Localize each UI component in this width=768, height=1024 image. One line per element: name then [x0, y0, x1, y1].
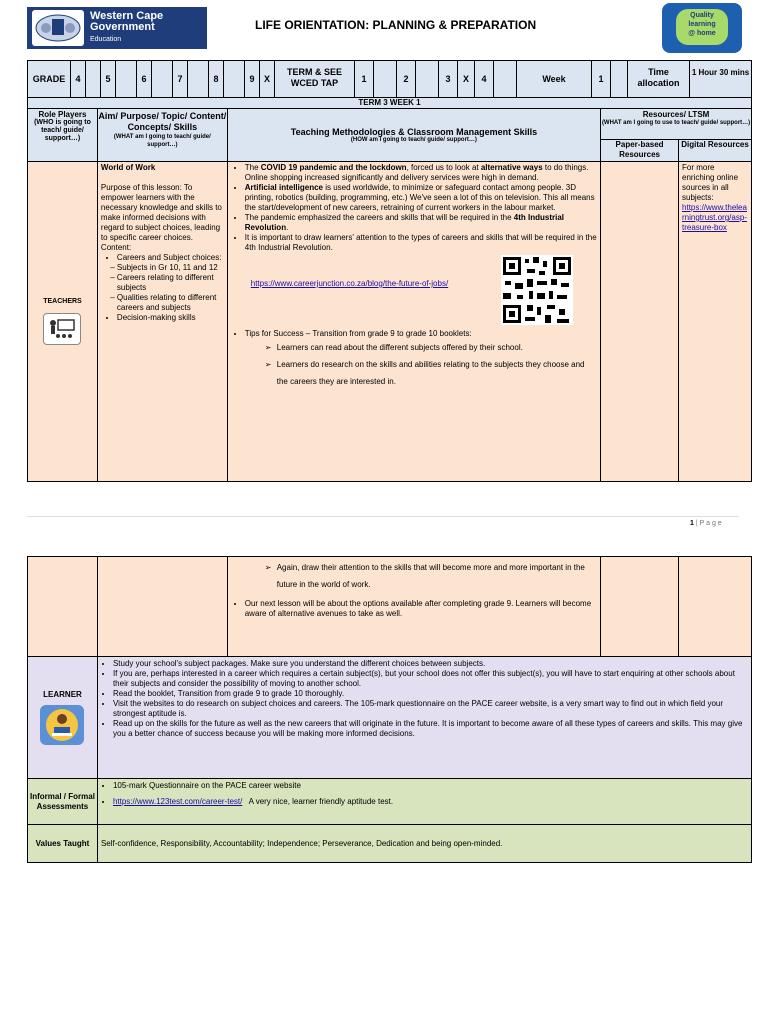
- learningtrust-link[interactable]: https://www.thelearningtrust.org/asp-treasure-box: [682, 203, 747, 232]
- method-cell: [227, 162, 600, 482]
- week-blank: [611, 61, 628, 97]
- grade-label: GRADE: [28, 61, 71, 97]
- time-value: 1 Hour 30 mins: [691, 68, 750, 77]
- coat-of-arms-icon: [32, 10, 84, 46]
- content-item: • Careers and Subject choices:: [117, 253, 224, 263]
- badge-line1: Quality: [690, 12, 714, 19]
- again-item: ➢ Again, draw their attention to the skills that will become more and more important in the future in the world of work.: [265, 559, 598, 593]
- method-header-sub: (HOW am I going to teach/ guide/ support…): [350, 137, 477, 143]
- term-blank: [416, 61, 439, 97]
- careerjunction-link[interactable]: https://www.careerjunction.co.za/blog/the-future-of-jobs/: [250, 279, 449, 288]
- digital-cell: [679, 162, 752, 482]
- learner-item: • Study your school's subject packages. Make sure you understand the different choices between subjects.: [113, 659, 748, 669]
- grade-6: 6: [137, 61, 152, 97]
- plan-table-page2: [27, 556, 752, 863]
- resources-header: [601, 109, 752, 140]
- values-text: Self-confidence, Responsibility, Accountability; Independence; Perseverance, Dedication and being open-minded.: [97, 825, 751, 863]
- term-4: 4: [475, 61, 494, 97]
- qr-code-icon: [501, 255, 573, 325]
- aim-cont: [97, 557, 227, 657]
- ai-bullet: • Artificial intelligence is used worldwide, to minimize or safeguard contact among people. 3D printing, robotics (building, programming, etc.) We've seen a lot of this on television. This all means the start/development of new careers, retraining of current workers in the labour market.: [245, 183, 597, 213]
- grade-7: 7: [173, 61, 188, 97]
- digital-header: Digital Resources: [679, 140, 752, 162]
- learner-item: • If you are, perhaps interested in a career which requires a certain subject(s), but your school does not offer this subject(s), you will have to start enquiring at other schools about their subjects and consider the possibility of moving to another school.: [113, 669, 748, 689]
- method-header: [227, 109, 600, 162]
- role-header-sub: (WHO is going to teach/ guide/ support…): [34, 119, 91, 142]
- grade-blank: [188, 61, 209, 97]
- paper-cont: [601, 557, 679, 657]
- paper-cell: [601, 162, 679, 482]
- tips-bullet: • Tips for Success – Transition from grade 9 to grade 10 booklets:: [245, 329, 597, 339]
- learner-label: LEARNER: [43, 690, 82, 699]
- page-number: 1 | P a g e: [690, 520, 722, 527]
- role-header: [28, 109, 98, 162]
- grade-4: 4: [71, 61, 86, 97]
- content-item: – Qualities relating to different careers and subjects: [117, 293, 224, 313]
- digital-text: For more enriching online sources in all subjects:: [682, 163, 739, 202]
- footer-rule: [27, 516, 739, 517]
- grade-9: 9: [245, 61, 260, 97]
- content-item: – Subjects in Gr 10, 11 and 12: [117, 263, 224, 273]
- grade-blank: [224, 61, 245, 97]
- aim-title: World of Work: [100, 163, 156, 172]
- content-label: Content:: [100, 243, 132, 252]
- assess-link-item: • https://www.123test.com/career-test/ A very nice, learner friendly aptitude test.: [113, 797, 748, 807]
- tip-item: ➢ Learners do research on the skills and abilities relating to the subjects they choose and the careers they are interested in.: [265, 356, 597, 390]
- attention-bullet: • It is important to draw learners' attention to the types of careers and skills that will be required in the 4th Industrial Revolution.: [245, 233, 597, 253]
- learner-item: • Read the booklet, Transition from grade 9 to grade 10 thoroughly.: [113, 689, 748, 699]
- term-label: TERM & SEE WCED TAP: [275, 61, 355, 97]
- method-header-title: Teaching Methodologies & Classroom Management Skills: [290, 127, 538, 137]
- resources-header-title: Resources/ LTSM: [642, 110, 710, 119]
- plan-table: [27, 60, 752, 482]
- week-value: 1: [592, 61, 611, 97]
- learner-item: • Read up on the skills for the future as well as the new careers that will originate in the future. It is important to become aware of all these types of careers and skills. This may give you a better chance of success because you will be making more informed decisions.: [113, 719, 748, 739]
- role-header-title: Role Players: [38, 110, 87, 119]
- grade-blank: [152, 61, 173, 97]
- values-label: Values Taught: [28, 825, 98, 863]
- content-item: • Decision-making skills: [117, 313, 224, 323]
- grade-9-mark: X: [260, 61, 275, 97]
- term-blank: [494, 61, 517, 97]
- grade-blank: [86, 61, 101, 97]
- aim-cell: [97, 162, 227, 482]
- term-3: 3: [439, 61, 458, 97]
- teachers-label: TEACHERS: [43, 298, 82, 305]
- pandemic-bullet: • The pandemic emphasized the careers and skills that will be required in the 4th Industrial Revolution.: [245, 213, 597, 233]
- time-label: Time allocation: [628, 61, 690, 97]
- aim-header-sub: (WHAT am I going to teach/ guide/ support…): [113, 134, 211, 148]
- term-2: 2: [397, 61, 416, 97]
- term-1: 1: [355, 61, 374, 97]
- paper-header: Paper-based Resources: [601, 140, 679, 162]
- page-title: LIFE ORIENTATION: PLANNING & PREPARATION: [255, 18, 537, 32]
- covid-bullet: • The COVID 19 pandemic and the lockdown, forced us to look at alternative ways to do things. Online shopping increased significantly and delivery services were high in demand.: [245, 163, 597, 183]
- term-week-row: TERM 3 WEEK 1: [28, 98, 752, 109]
- resources-header-sub: (WHAT am I going to use to teach/ guide/ support…): [601, 120, 751, 126]
- aim-header: [97, 109, 227, 162]
- badge-line3: @ home: [688, 30, 716, 37]
- aim-header-title: Aim/ Purpose/ Topic/ Content/ Concepts/ Skills: [98, 111, 227, 132]
- logo-box: [27, 7, 207, 49]
- role-cont: [28, 557, 98, 657]
- digital-cont: [679, 557, 752, 657]
- 123test-link[interactable]: https://www.123test.com/career-test/: [112, 797, 243, 806]
- teacher-icon: [43, 313, 81, 345]
- term-blank: [374, 61, 397, 97]
- teachers-cell: [28, 162, 98, 482]
- learner-cell: [28, 657, 98, 779]
- learner-item: • Visit the websites to do research on subject choices and careers. The 105-mark questionnaire on the PACE career website, is a very smart way to find out in which field your strongest aptitude is.: [113, 699, 748, 719]
- badge-line2: learning: [688, 21, 716, 28]
- learner-content: [97, 657, 751, 779]
- header: [27, 5, 752, 55]
- next-lesson-item: • Our next lesson will be about the options available after completing grade 9. Learners will become aware of alternative avenues to take as well.: [245, 599, 598, 619]
- week-label: Week: [517, 61, 592, 97]
- grade-8: 8: [209, 61, 224, 97]
- content-item: – Careers relating to different subjects: [117, 273, 224, 293]
- learner-icon: [40, 705, 84, 745]
- tip-item: ➢ Learners can read about the different subjects offered by their school.: [265, 339, 597, 356]
- logo-sub: Education: [90, 36, 122, 43]
- quality-learning-badge: [662, 3, 742, 53]
- assess-label: Informal / Formal Assessments: [28, 779, 98, 825]
- grade-5: 5: [101, 61, 116, 97]
- method-cont: [227, 557, 601, 657]
- logo-line1: Western Cape: [90, 10, 164, 22]
- logo-line2: Government: [90, 21, 155, 33]
- assess-item: • 105-mark Questionnaire on the PACE career website: [113, 781, 748, 791]
- grade-blank: [116, 61, 137, 97]
- aim-text: Purpose of this lesson: To empower learners with the necessary knowledge and skills to make informed decisions with regard to subject choices, leading to specific career choices.: [100, 183, 222, 242]
- term-3-mark: X: [458, 61, 475, 97]
- assess-content: [97, 779, 751, 825]
